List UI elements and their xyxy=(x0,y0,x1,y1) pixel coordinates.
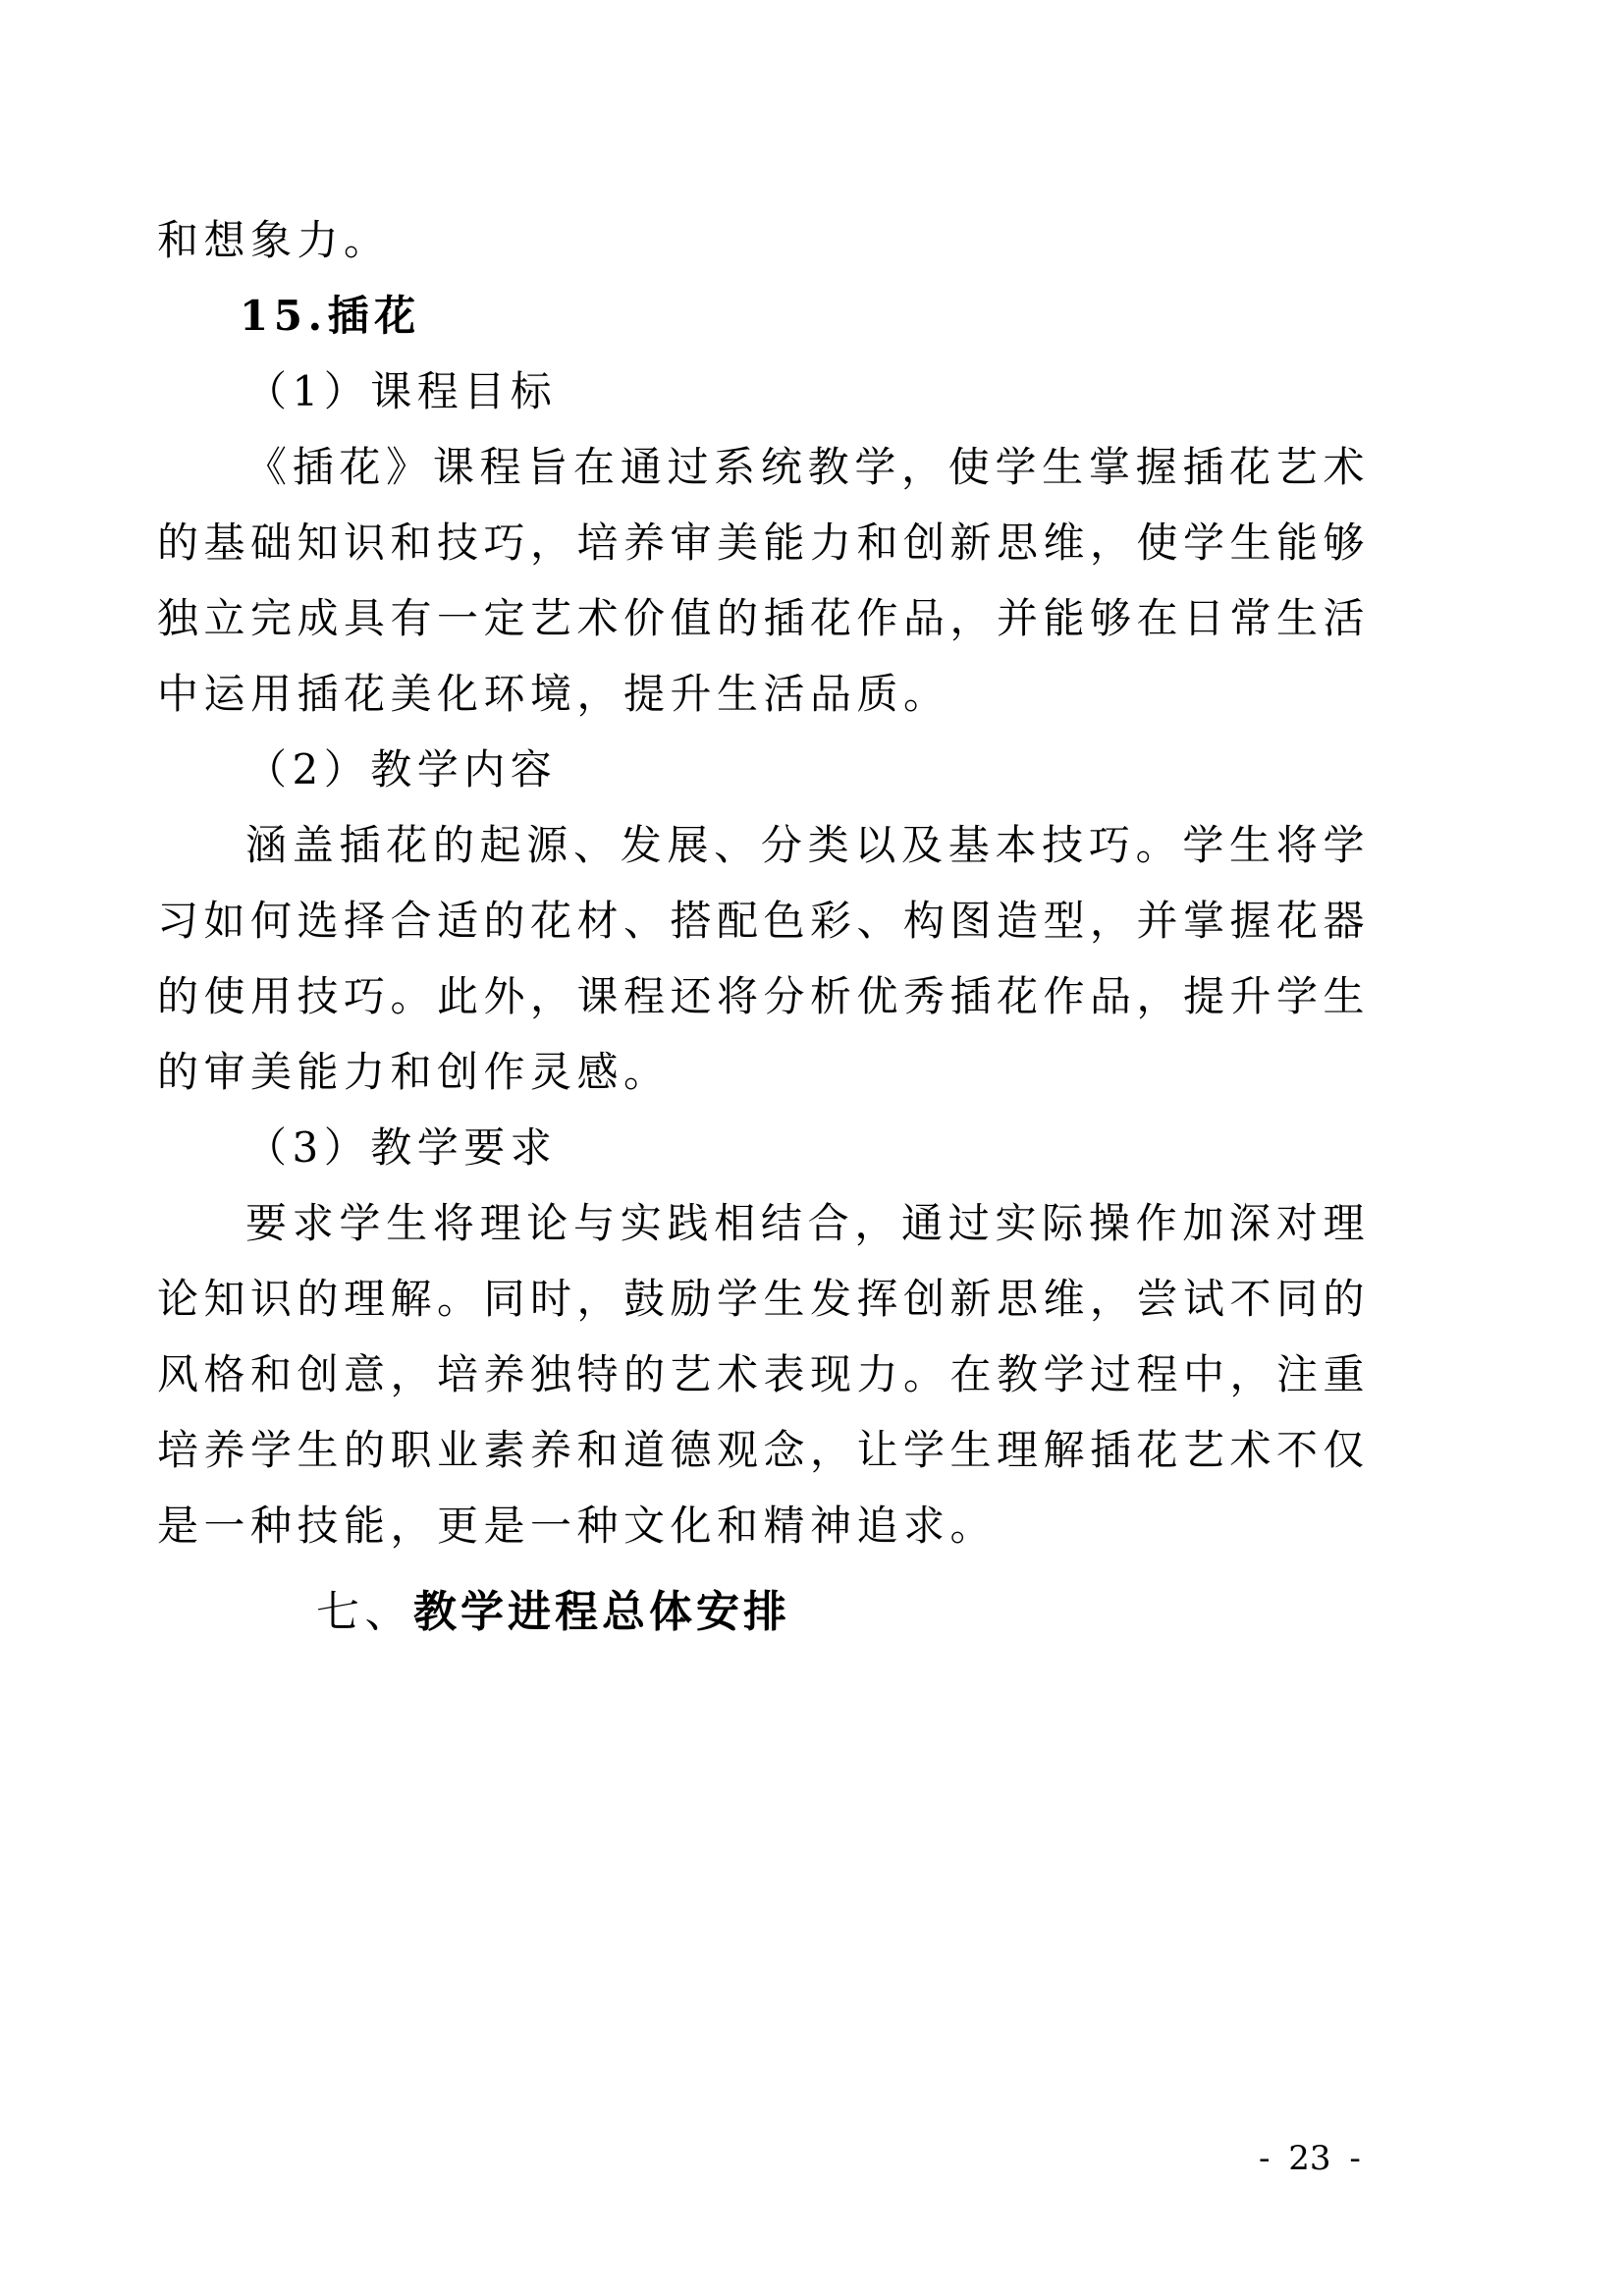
section3-label: （3）教学要求 xyxy=(245,1123,558,1172)
document-content xyxy=(157,202,1370,1650)
page-footer xyxy=(1259,2139,1361,2178)
section1-label: （1）课程目标 xyxy=(245,367,558,415)
page-number: - 23 - xyxy=(1259,2139,1361,2178)
section2-label: （2）教学内容 xyxy=(245,745,558,793)
section3-body: 要求学生将理论与实践相结合，通过实际操作加深对理论知识的理解。同时，鼓励学生发挥创新思维，尝试不同的风格和创意，培养独特的艺术表现力。在教学过程中，注重培养学生的职业素养和道德观念，让学生理解插花艺术不仅是一种技能，更是一种文化和精神追求。 xyxy=(157,1199,1371,1550)
section2-body: 涵盖插花的起源、发展、分类以及基本技巧。学生将学习如何选择合适的花材、搭配色彩、构图造型，并掌握花器的使用技巧。此外，课程还将分析优秀插花作品，提升学生的审美能力和创作灵感。 xyxy=(157,821,1371,1096)
chapter-title: 教学进程总体安排 xyxy=(413,1587,790,1637)
chapter-heading xyxy=(157,1574,1370,1650)
paragraph-intro-tail: 和想象力。 xyxy=(157,216,391,264)
chapter-number: 七、 xyxy=(316,1587,413,1637)
course-heading-15: 15.插花 xyxy=(240,292,421,340)
section1-body: 《插花》课程旨在通过系统教学，使学生掌握插花艺术的基础知识和技巧，培养审美能力和创新思维，使学生能够独立完成具有一定艺术价值的插花作品，并能够在日常生活中运用插花美化环境，提升生活品质。 xyxy=(157,443,1371,718)
